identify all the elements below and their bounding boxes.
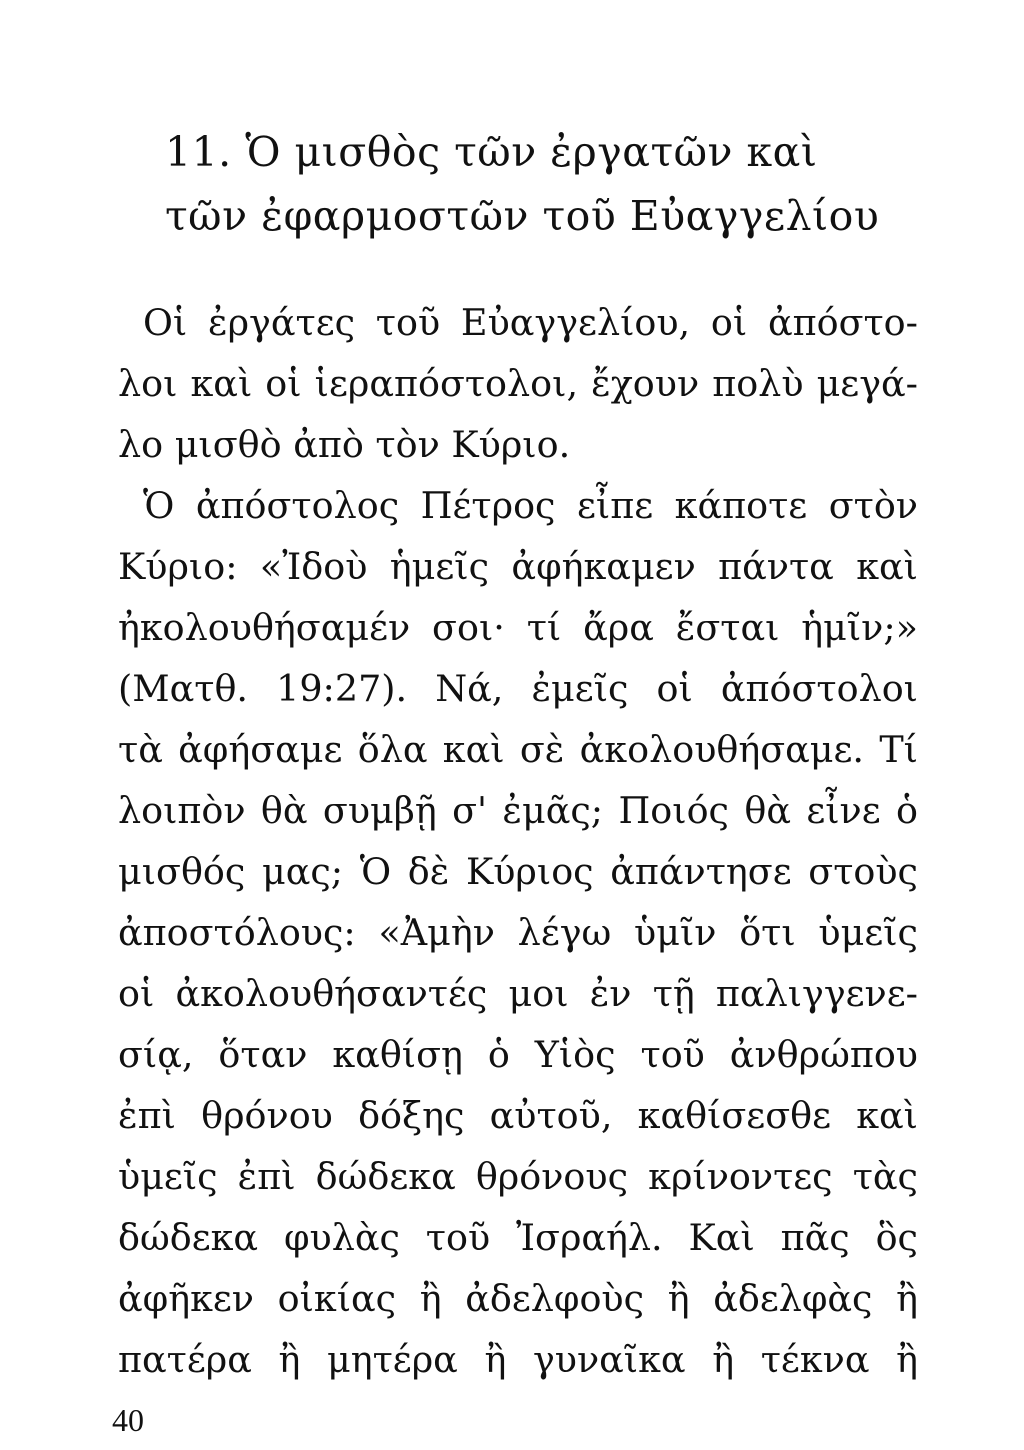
text-line: λοιπὸν θὰ συμβῇ σ' ἐμᾶς; Ποιός θὰ εἶνε ὁ [118,789,918,832]
text-line: ἠκολουθήσαμέν σοι· τί ἄρα ἔσται ἡμῖν;» [118,606,918,649]
body-text [118,292,918,1390]
text-line: πατέρα ἢ μητέρα ἢ γυναῖκα ἢ τέκνα ἢ [118,1338,918,1381]
text-line: ὑμεῖς ἐπὶ δώδεκα θρόνους κρίνοντες τὰς [118,1155,918,1198]
text-line: (Ματθ. 19:27). Νά, ἐμεῖς οἱ ἀπόστολοι [118,667,918,710]
text-line: σίᾳ, ὅταν καθίσῃ ὁ Υἱὸς τοῦ ἀνθρώπου [118,1033,918,1076]
text-line: λο μισθὸ ἀπὸ τὸν Κύριο. [118,423,571,466]
text-line: Κύριο: «Ἰδοὺ ἡμεῖς ἀφήκαμεν πάντα καὶ [118,545,918,588]
chapter-title-line: 11. Ὁ μισθὸς τῶν ἐργατῶν καὶ [165,128,818,176]
chapter-title-line: τῶν ἐφαρμοστῶν τοῦ Εὐαγγελίου [165,192,880,240]
text-line: οἱ ἀκολουθήσαντές μοι ἐν τῇ παλιγγενε- [118,972,918,1015]
text-line: μισθός μας; Ὁ δὲ Κύριος ἀπάντησε στοὺς [118,850,918,893]
text-line: λοι καὶ οἱ ἱεραπόστολοι, ἔχουν πολὺ μεγά- [118,362,918,405]
text-line: τὰ ἀφήσαμε ὅλα καὶ σὲ ἀκολουθήσαμε. Τί [118,728,918,771]
text-line: Οἱ ἐργάτες τοῦ Εὐαγγελίου, οἱ ἀπόστο- [143,301,918,344]
text-line: ἀποστόλους: «Ἀμὴν λέγω ὑμῖν ὅτι ὑμεῖς [118,911,918,954]
text-line: Ὁ ἀπόστολος Πέτρος εἶπε κάποτε στὸν [143,484,918,527]
text-line: δώδεκα φυλὰς τοῦ Ἰσραήλ. Καὶ πᾶς ὃς [118,1216,918,1259]
page-number: 40 [112,1402,144,1438]
text-line: ἐπὶ θρόνου δόξης αὐτοῦ, καθίσεσθε καὶ [118,1094,918,1137]
text-line: ἀφῆκεν οἰκίας ἢ ἀδελφοὺς ἢ ἀδελφὰς ἢ [118,1277,918,1320]
chapter-title [165,120,925,248]
